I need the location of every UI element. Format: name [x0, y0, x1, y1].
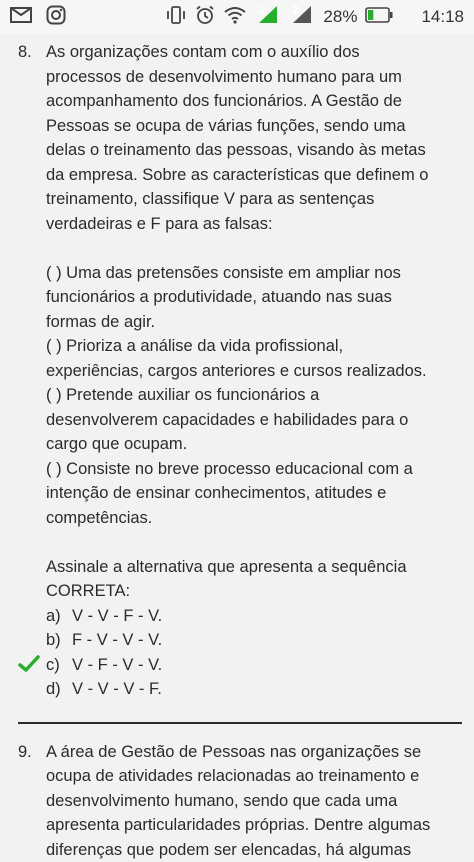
- statement-line: ( ) Prioriza a análise da vida profissional,: [46, 334, 462, 359]
- option-letter: d): [46, 677, 72, 702]
- option-text: F - V - V - V.: [72, 631, 162, 649]
- option-c[interactable]: [46, 653, 462, 678]
- sim2-label: 2: [292, 4, 298, 16]
- statement-line: desenvolverem capacidades e habilidades para o: [46, 408, 462, 433]
- quiz-content: [0, 34, 474, 862]
- question-8: [0, 34, 474, 702]
- statement-line: formas de agir.: [46, 310, 462, 335]
- question-line: treinamento, classifique V para as sentenças: [46, 187, 462, 212]
- option-text: V - V - F - V.: [72, 607, 162, 625]
- statement-line: ( ) Uma das pretensões consiste em ampliar nos: [46, 261, 462, 286]
- question-line: desenvolvimento humano, sendo que cada uma: [46, 789, 462, 814]
- statements: [46, 261, 462, 531]
- clock: 14:18: [421, 7, 464, 27]
- battery-icon: [365, 7, 393, 28]
- question-line: delas o treinamento das pessoas, visando às metas: [46, 138, 462, 163]
- signal-1-icon: [255, 5, 281, 30]
- option-d[interactable]: [46, 677, 462, 702]
- question-divider: [18, 722, 462, 724]
- wifi-icon: [223, 6, 247, 29]
- statement-line: ( ) Pretende auxiliar os funcionários a: [46, 383, 462, 408]
- vibrate-icon: [165, 5, 187, 30]
- question-line: ocupa de atividades relacionadas ao treinamento e: [46, 764, 462, 789]
- statement-line: cargo que ocupam.: [46, 432, 462, 457]
- question-number: 8.: [18, 40, 32, 65]
- option-text: V - V - V - F.: [72, 680, 162, 698]
- battery-percent: 28%: [323, 7, 357, 27]
- statement-line: experiências, cargos anteriores e cursos realizados.: [46, 359, 462, 384]
- signal-2-icon: [289, 5, 315, 30]
- prompt-line: CORRETA:: [46, 579, 462, 604]
- correct-check-icon: [18, 655, 40, 681]
- question-line: A área de Gestão de Pessoas nas organizações se: [46, 740, 462, 765]
- option-a[interactable]: [46, 604, 462, 629]
- option-letter: c): [46, 653, 72, 678]
- question-line: acompanhamento dos funcionários. A Gestão de: [46, 89, 462, 114]
- question-line: diferenças que podem ser elencadas, há algumas: [46, 838, 462, 862]
- option-letter: a): [46, 604, 72, 629]
- question-8-text: [46, 40, 462, 236]
- option-b[interactable]: [46, 628, 462, 653]
- option-letter: b): [46, 628, 72, 653]
- question-9-text: [46, 740, 462, 862]
- question-line: processos de desenvolvimento humano para um: [46, 65, 462, 90]
- statement-line: competências.: [46, 506, 462, 531]
- question-line: As organizações contam com o auxílio dos: [46, 40, 462, 65]
- question-line: Pessoas se ocupa de várias funções, sendo uma: [46, 114, 462, 139]
- statement-line: funcionários a produtividade, atuando nas suas: [46, 285, 462, 310]
- instagram-icon: [46, 5, 66, 30]
- mail-icon: [10, 7, 32, 28]
- statement-line: intenção de ensinar conhecimentos, atitudes e: [46, 481, 462, 506]
- option-text: V - F - V - V.: [72, 656, 162, 674]
- question-line: verdadeiras e F para as falsas:: [46, 212, 462, 237]
- question-line: apresenta particularidades próprias. Dentre algumas: [46, 813, 462, 838]
- prompt-line: Assinale a alternativa que apresenta a sequência: [46, 555, 462, 580]
- question-number: 9.: [18, 740, 32, 765]
- answer-options: [46, 604, 462, 702]
- alarm-icon: [195, 5, 215, 30]
- question-line: da empresa. Sobre as características que definem o: [46, 163, 462, 188]
- status-bar: [0, 0, 474, 34]
- statement-line: ( ) Consiste no breve processo educacional com a: [46, 457, 462, 482]
- sim1-label: 1: [258, 4, 264, 16]
- question-9: [0, 740, 474, 862]
